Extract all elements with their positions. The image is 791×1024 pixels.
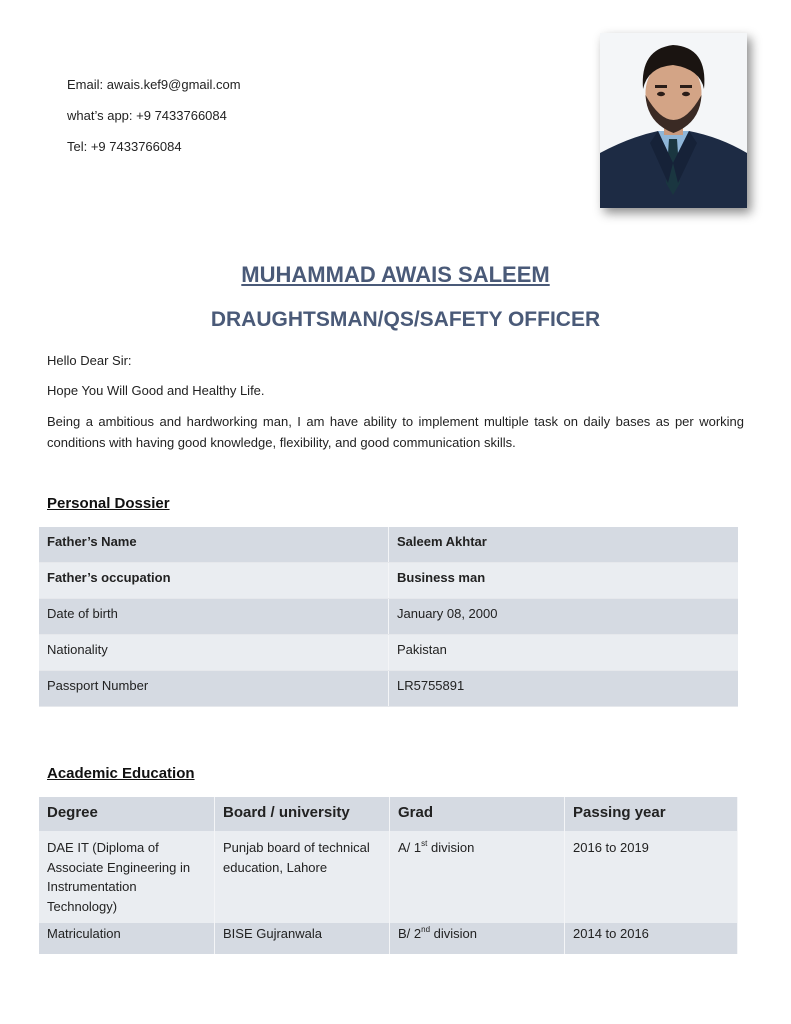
wish-text: Hope You Will Good and Healthy Life. bbox=[47, 383, 265, 398]
years-cell: 2016 to 2019 bbox=[565, 831, 738, 923]
degree-cell: Matriculation bbox=[39, 923, 215, 954]
dossier-value: Pakistan bbox=[389, 635, 739, 671]
degree-cell: DAE IT (Diploma of Associate Engineering in Instrumentation Technology) bbox=[39, 831, 215, 923]
portrait-image bbox=[600, 33, 747, 208]
greeting-text: Hello Dear Sir: bbox=[47, 353, 132, 368]
dossier-value: Business man bbox=[389, 563, 739, 599]
grade-ordinal: nd bbox=[421, 925, 431, 934]
contact-block bbox=[67, 76, 241, 169]
table-row bbox=[39, 831, 738, 923]
board-cell: BISE Gujranwala bbox=[215, 923, 390, 954]
years-cell: 2014 to 2016 bbox=[565, 923, 738, 954]
table-row bbox=[39, 635, 738, 671]
dossier-label: Nationality bbox=[39, 635, 389, 671]
job-title: DRAUGHTSMAN/QS/SAFETY OFFICER bbox=[210, 308, 601, 331]
dossier-label: Date of birth bbox=[39, 599, 389, 635]
grade-ordinal: st bbox=[421, 839, 428, 848]
dossier-label: Passport Number bbox=[39, 671, 389, 707]
board-cell: Punjab board of technical education, Lahore bbox=[215, 831, 390, 923]
dossier-value: Saleem Akhtar bbox=[389, 527, 739, 563]
personal-dossier-heading: Personal Dossier bbox=[47, 495, 170, 512]
column-header-grade: Grad bbox=[390, 797, 565, 831]
summary-paragraph: Being a ambitious and hardworking man, I am have ability to implement multiple task on daily bases as per working conditions with having good knowledge, flexibility, and good communication skills. bbox=[47, 414, 744, 450]
grade-cell bbox=[390, 831, 565, 923]
column-header-degree: Degree bbox=[39, 797, 215, 831]
profile-photo bbox=[600, 33, 747, 208]
table-row bbox=[39, 923, 738, 954]
dossier-label: Father’s Name bbox=[39, 527, 389, 563]
grade-prefix: A/ 1 bbox=[398, 840, 422, 855]
grade-cell bbox=[390, 923, 565, 954]
dossier-value: January 08, 2000 bbox=[389, 599, 739, 635]
column-header-passing-year: Passing year bbox=[565, 797, 738, 831]
table-row bbox=[39, 563, 738, 599]
table-row bbox=[39, 527, 738, 563]
candidate-name: MUHAMMAD AWAIS SALEEM bbox=[241, 262, 550, 287]
education-table bbox=[39, 797, 738, 954]
email-line: Email: awais.kef9@gmail.com bbox=[67, 77, 241, 92]
academic-education-heading: Academic Education bbox=[47, 765, 195, 782]
grade-prefix: B/ 2 bbox=[398, 926, 422, 941]
dossier-value: LR5755891 bbox=[389, 671, 739, 707]
phone-line: Tel: +9 7433766084 bbox=[67, 139, 182, 154]
grade-suffix: division bbox=[427, 840, 475, 855]
grade-suffix: division bbox=[430, 926, 477, 941]
table-row bbox=[39, 671, 738, 707]
column-header-board: Board / university bbox=[215, 797, 390, 831]
table-header-row bbox=[39, 797, 738, 831]
table-row bbox=[39, 599, 738, 635]
personal-dossier-table bbox=[39, 527, 738, 707]
whatsapp-line: what’s app: +9 7433766084 bbox=[67, 108, 227, 123]
dossier-label: Father’s occupation bbox=[39, 563, 389, 599]
